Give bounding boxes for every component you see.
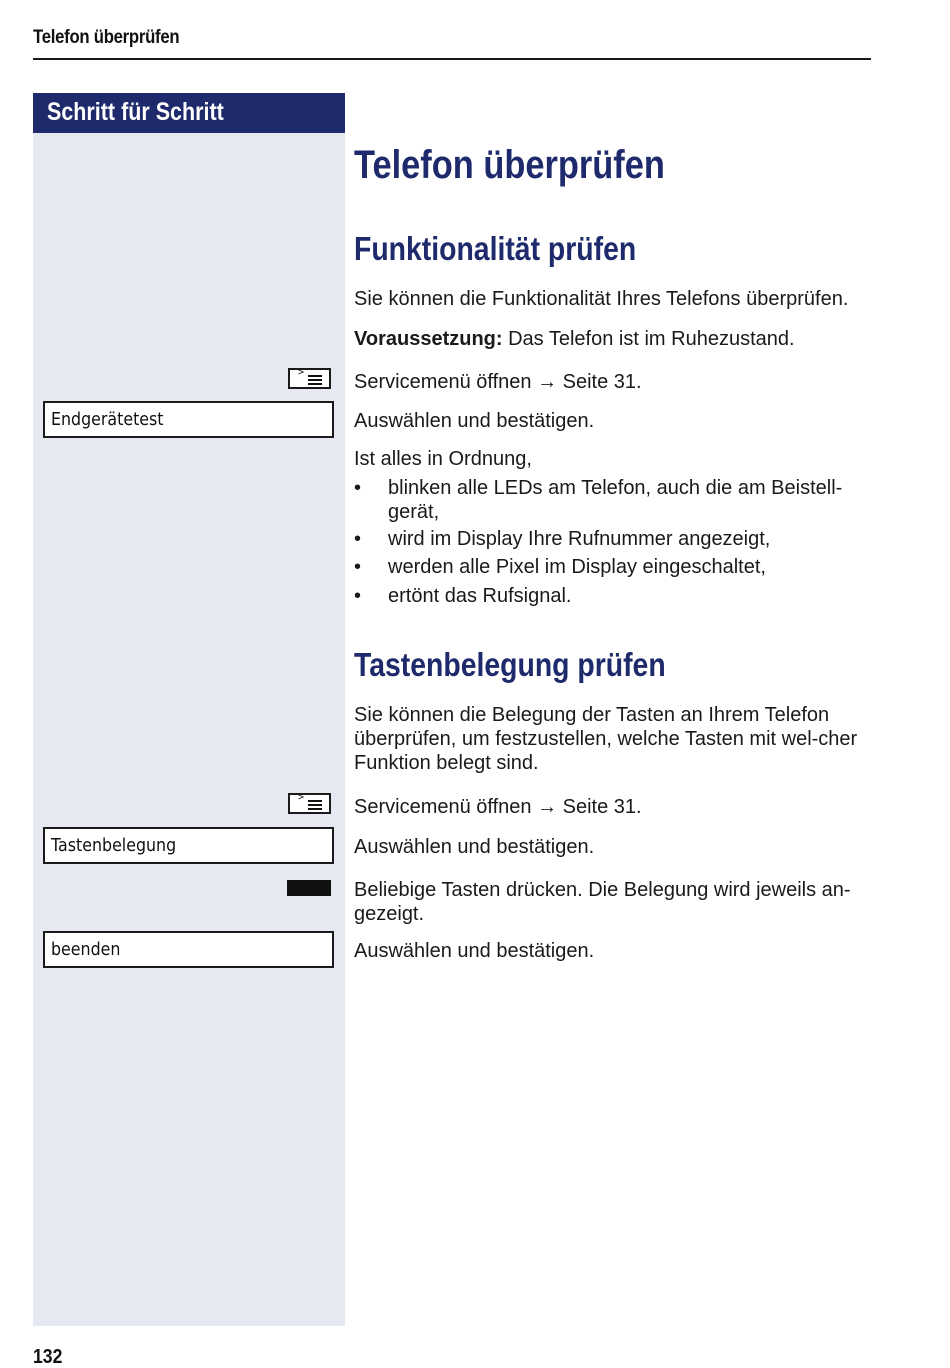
bullet-icon: • (354, 556, 362, 578)
display-option-beenden[interactable] (43, 931, 334, 968)
section2-step-press-keys: Beliebige Tasten drücken. Die Belegung wird jeweils an-gezeigt. (354, 879, 851, 925)
display-option-tastenbelegung[interactable] (43, 827, 334, 864)
section2-step-select: Auswählen und bestätigen. (354, 836, 595, 858)
section2-step-confirm: Auswählen und bestätigen. (354, 940, 595, 962)
header-rule (33, 58, 871, 60)
service-menu-key-icon (288, 368, 331, 389)
section-heading-tastenbelegung: Tastenbelegung prüfen (354, 646, 666, 683)
prereq-label: Voraussetzung: (354, 328, 503, 350)
running-header: Telefon überprüfen (33, 27, 180, 48)
bullet-icon: • (354, 585, 362, 607)
section1-prerequisite (354, 327, 874, 351)
section1-step-select: Auswählen und bestätigen. (354, 410, 595, 432)
page-number: 132 (33, 1346, 63, 1368)
list-item-text: werden alle Pixel im Display eingeschaltet, (388, 556, 766, 578)
any-key-icon (287, 880, 331, 896)
display-option-endgeraetetest[interactable] (43, 401, 334, 438)
service-menu-key-icon (288, 793, 331, 814)
section1-step-open-menu: Servicemenü öffnen → Seite 31. (354, 371, 642, 393)
display-option-label: beenden (51, 939, 121, 960)
bullet-icon: • (354, 477, 362, 499)
section1-intro: Sie können die Funktionalität Ihres Telefons überprüfen. (354, 288, 849, 310)
section1-ok-intro: Ist alles in Ordnung, (354, 448, 532, 470)
section-heading-funktionalitaet: Funktionalität prüfen (354, 230, 637, 267)
list-item-text: blinken alle LEDs am Telefon, auch die am Beistell-gerät, (388, 477, 843, 523)
sidebar-title-text: Schritt für Schritt (47, 98, 224, 126)
section2-step-open-menu: Servicemenü öffnen → Seite 31. (354, 796, 642, 818)
chevron-right-icon: > (298, 367, 305, 378)
sidebar-panel (33, 133, 345, 1326)
page-title: Telefon überprüfen (354, 143, 665, 187)
section2-intro: Sie können die Belegung der Tasten an Ihrem Telefon überprüfen, um festzustellen, welche Tasten mit wel-cher Funktion belegt sind. (354, 704, 858, 774)
prereq-text: Das Telefon ist im Ruhezustand. (502, 328, 795, 350)
list-item-text: wird im Display Ihre Rufnummer angezeigt, (388, 528, 771, 550)
sidebar-title (33, 93, 345, 133)
list-item-text: ertönt das Rufsignal. (388, 585, 572, 607)
display-option-label: Tastenbelegung (51, 835, 177, 856)
chevron-right-icon: > (298, 792, 305, 803)
bullet-icon: • (354, 528, 362, 550)
display-option-label: Endgerätetest (51, 409, 164, 430)
